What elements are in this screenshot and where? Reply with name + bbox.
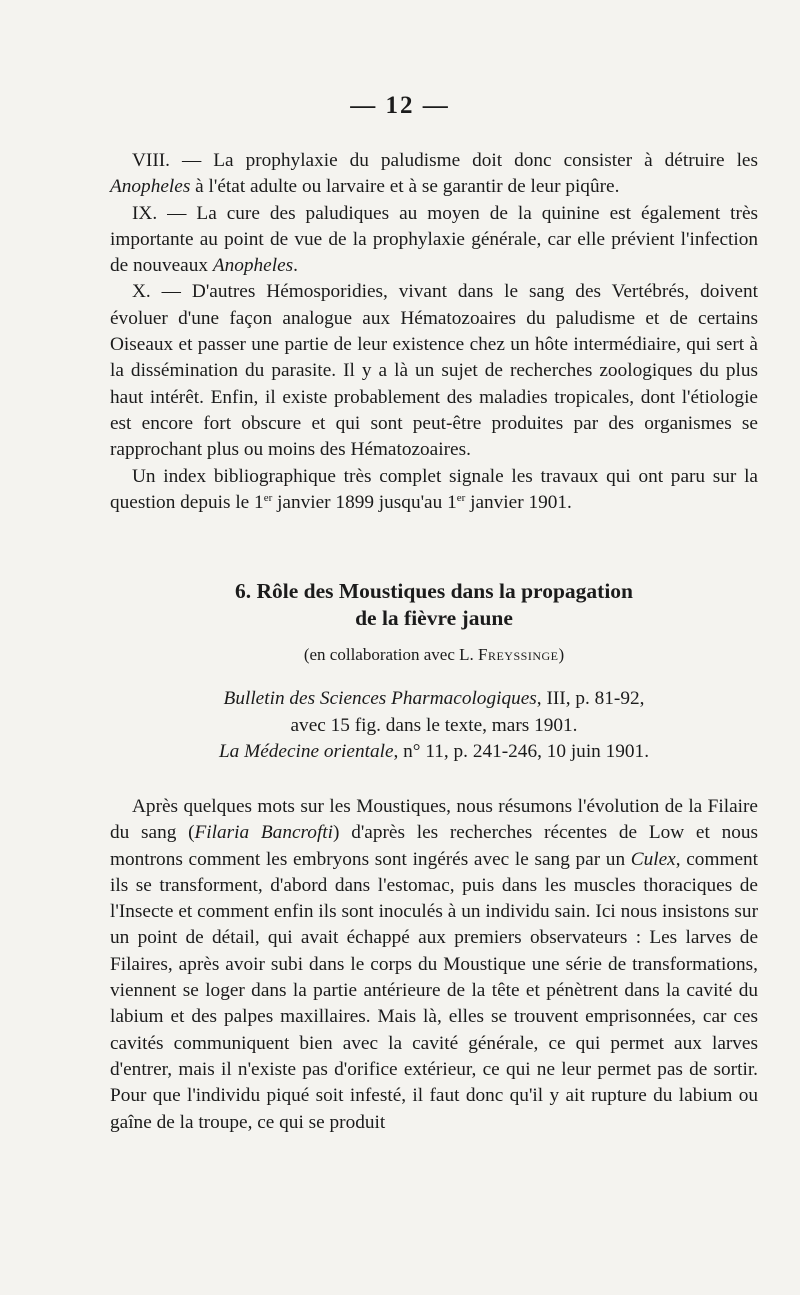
point-viii-genus: Anopheles	[110, 176, 191, 198]
point-viii-text-2: à l'état adulte ou larvaire et à se garantir de leur piqûre.	[190, 176, 620, 198]
collaborator-name: Freyssinge	[478, 645, 559, 664]
summary-paragraph	[110, 794, 758, 1136]
section-title-line-1: 6. Rôle des Moustiques dans la propagation	[234, 579, 634, 603]
section-heading-block	[110, 578, 758, 766]
conclusions-block	[110, 148, 758, 516]
point-ix-text-1: La cure des paludiques au moyen de la quinine est également très importante au point de vue de la prophylaxie générale, car elle prévient l'infection de nouveaux	[110, 202, 758, 277]
point-ix-text-2: .	[293, 255, 298, 277]
genus-culex: Culex	[630, 848, 676, 870]
point-x-numeral: X. —	[132, 281, 181, 303]
summary-block	[110, 794, 758, 1136]
summary-text-2: ) d'après les recherches récentes de Low et nous montrons comment les embryons sont ingérés avec le sang par un	[110, 822, 759, 870]
point-ix-numeral: IX. —	[132, 202, 187, 224]
reference-1-journal: Bulletin des Sciences Pharmacologiques	[223, 688, 537, 709]
point-ix-genus: Anopheles	[212, 255, 294, 277]
ordinal-superscript-1: er	[263, 491, 273, 504]
reference-2-details: , n° 11, p. 241-246, 10 juin 1901.	[393, 741, 650, 762]
reference-1-line-2: avec 15 fig. dans le texte, mars 1901.	[290, 714, 578, 736]
collab-suffix: )	[558, 645, 565, 664]
collaboration-note	[110, 644, 758, 666]
point-x-text: D'autres Hémosporidies, vivant dans le sang des Vertébrés, doivent évoluer d'une façon analogue aux Hématozoaires du paludisme et de certains Oiseaux et passer une partie de leur existence chez un hôte intermédiaire, qui sert à la dissémination du parasite. Il y a là un sujet de recherches zoologiques du plus haut intérêt. Enfin, il existe probablement des maladies tropicales, dont l'étiologie est encore fort obscure et qui sont peut-être produites par des organismes se rapprochant plus ou moins des Hématozoaires.	[110, 281, 758, 461]
bibliography-text-2: janvier 1899 jusqu'au 1	[272, 491, 457, 513]
reference-1-details: , III, p. 81-92,	[536, 688, 645, 709]
page-number: — 12 —	[350, 92, 450, 119]
reference-2-journal: La Médecine orientale	[218, 741, 394, 762]
summary-text-1: Après quelques mots sur les Moustiques, nous résumons l'évolution de la Filaire du sang (	[110, 796, 758, 844]
species-name: Filaria Bancrofti	[194, 822, 334, 844]
reference-1	[110, 686, 758, 713]
point-x-paragraph	[110, 279, 758, 463]
section-title-line-2: de la fièvre jaune	[355, 606, 513, 630]
bibliography-text-3: janvier 1901.	[465, 491, 572, 513]
point-viii-paragraph	[110, 148, 758, 201]
point-viii-text-1: La prophylaxie du paludisme doit donc consister à détruire les	[201, 150, 758, 171]
point-viii-numeral: VIII. —	[132, 150, 202, 171]
reference-2	[110, 739, 758, 766]
collab-prefix: (en collaboration avec L.	[303, 645, 479, 664]
bibliography-note-paragraph	[110, 464, 758, 517]
bibliography-text-1: Un index bibliographique très complet signale les travaux qui ont paru sur la question depuis le 1	[110, 465, 758, 513]
publication-references	[110, 686, 758, 766]
ordinal-superscript-2: er	[456, 491, 466, 504]
point-ix-paragraph	[110, 201, 758, 280]
summary-text-3: , comment ils se transforment, d'abord dans l'estomac, puis dans les muscles thoraciques de l'Insecte et comment enfin ils sont inoculés à un individu sain. Ici nous insistons sur un point de détail, qui avait échappé aux premiers observateurs : Les larves de Filaires, après avoir subi dans le corps du Moustique une série de transformations, viennent se loger dans la partie antérieure de la tête et pénètrent dans la cavité du labium et des palpes maxillaires. Mais là, elles se trouvent emprisonnées, car ces cavités communiquent bien avec la cavité générale, ce qui permet aux larves d'entrer, mais il n'existe pas d'orifice extérieur, ce qui ne leur permet pas de sortir. Pour que l'individu piqué soit infesté, il faut donc qu'il y ait rupture du labium ou gaîne de la troupe, ce qui se produit	[110, 848, 758, 1133]
